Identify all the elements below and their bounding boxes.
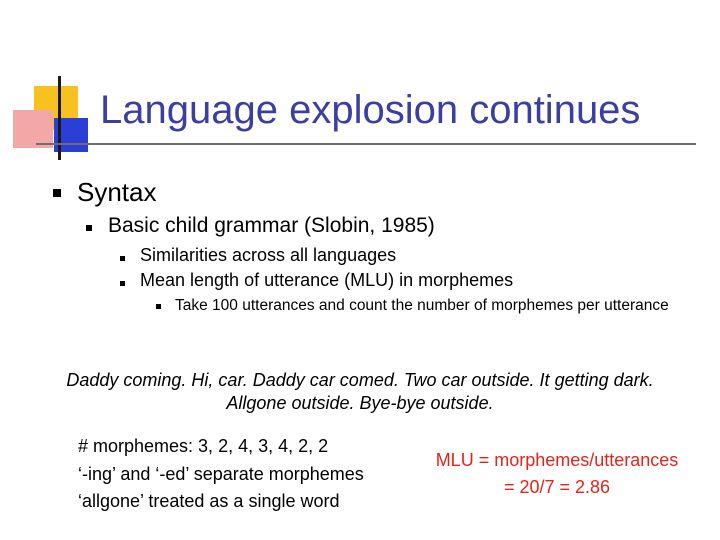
bullet-level2: Basic child grammar (Slobin, 1985) bbox=[108, 214, 435, 237]
example-utterances: Daddy coming. Hi, car. Daddy car comed. Two car outside. It getting dark. Allgone outside. Bye-bye outside. bbox=[66, 370, 654, 413]
bullet-square-icon bbox=[53, 189, 61, 197]
bullet-level3-item: Similarities across all languages bbox=[140, 245, 397, 265]
logo-vertical-line bbox=[58, 76, 61, 160]
bullet-square-icon bbox=[86, 225, 92, 231]
bullet-level3-item: Mean length of utterance (MLU) in morphemes bbox=[140, 270, 514, 290]
title-underline bbox=[36, 143, 696, 145]
bullet-square-icon bbox=[156, 304, 161, 309]
bullet-square-icon bbox=[120, 281, 125, 286]
slide-title: Language explosion continues bbox=[100, 88, 641, 132]
note-line: # morphemes: 3, 2, 4, 3, 4, 2, 2 bbox=[78, 436, 329, 456]
bullet-level1: Syntax bbox=[77, 177, 157, 207]
note-line: ‘-ing’ and ‘-ed’ separate morphemes bbox=[78, 463, 364, 484]
mlu-calculation bbox=[418, 447, 696, 501]
note-line: ‘allgone’ treated as a single word bbox=[78, 491, 340, 511]
bullet-square-icon bbox=[120, 256, 125, 261]
bullet-level4: Take 100 utterances and count the number of morphemes per utterance bbox=[175, 297, 669, 314]
mlu-formula: MLU = morphemes/utterances bbox=[435, 450, 679, 470]
morpheme-notes bbox=[78, 433, 364, 516]
mlu-result: = 20/7 = 2.86 bbox=[503, 477, 611, 497]
